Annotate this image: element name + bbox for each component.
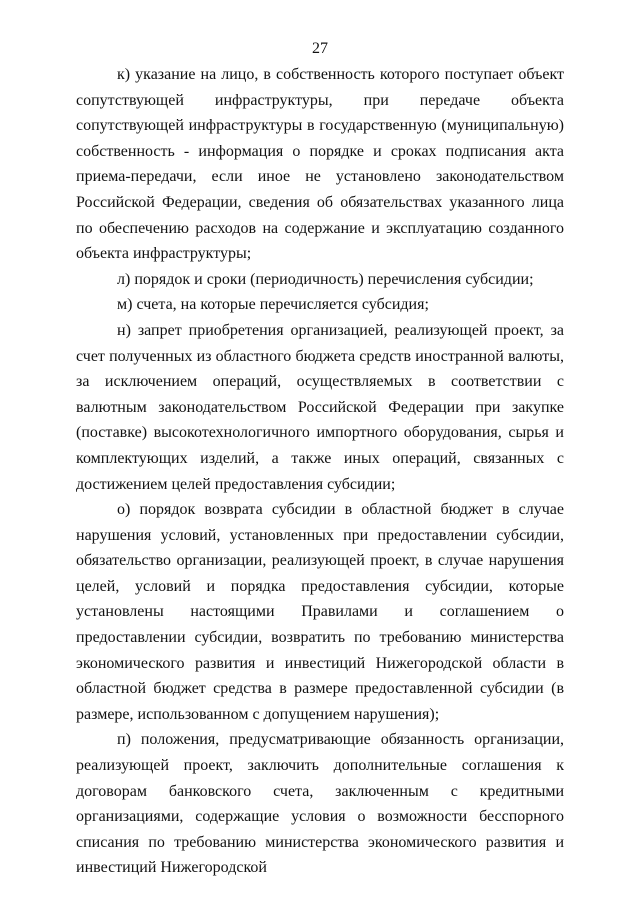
page-number: 27 <box>312 40 328 57</box>
paragraph-m: м) счета, на которые перечисляется субсидия; <box>117 296 429 314</box>
paragraph-n: н) запрет приобретения организацией, реализующей проект, за счет полученных из областного бюджета средств иностранной валюты, за исключением операций, осуществляемых в соответствии с валютным законодательством Российской Федерации при закупке (поставке) высокотехнологичного импортного оборудования, сырья и комплектующих изделий, а также иных операций, связанных с достижением целей предоставления субсидии; <box>76 321 564 493</box>
document-body <box>76 62 564 881</box>
paragraph-l: л) порядок и сроки (периодичность) перечисления субсидии; <box>117 270 534 288</box>
paragraph-p: п) положения, предусматривающие обязанность организации, реализующей проект, заключить дополнительные соглашения к договорам банковского счета, заключенным с кредитными организациями, содержащие условия о возможности бесспорного списания по требованию министерства экономического развития и инвестиций Нижегородской <box>76 731 564 877</box>
paragraph-o: о) порядок возврата субсидии в областной бюджет в случае нарушения условий, установленных при предоставлении субсидии, обязательство организации, реализующей проект, в случае нарушения целей, условий и порядка предоставления субсидии, которые установлены настоящими Правилами и соглашением о предоставлении субсидии, возвратить по требованию министерства экономического развития и инвестиций Нижегородской области в областной бюджет средства в размере предоставленной субсидии (в размере, использованном с допущением нарушения); <box>76 501 564 723</box>
paragraph-k: к) указание на лицо, в собственность которого поступает объект сопутствующей инфраструктуры, при передаче объекта сопутствующей инфраструктуры в государственную (муниципальную) собственность - информация о порядке и сроках подписания акта приема-передачи, если иное не установлено законодательством Российской Федерации, сведения об обязательствах указанного лица по обеспечению расходов на содержание и эксплуатацию созданного объекта инфраструктуры; <box>76 66 564 263</box>
